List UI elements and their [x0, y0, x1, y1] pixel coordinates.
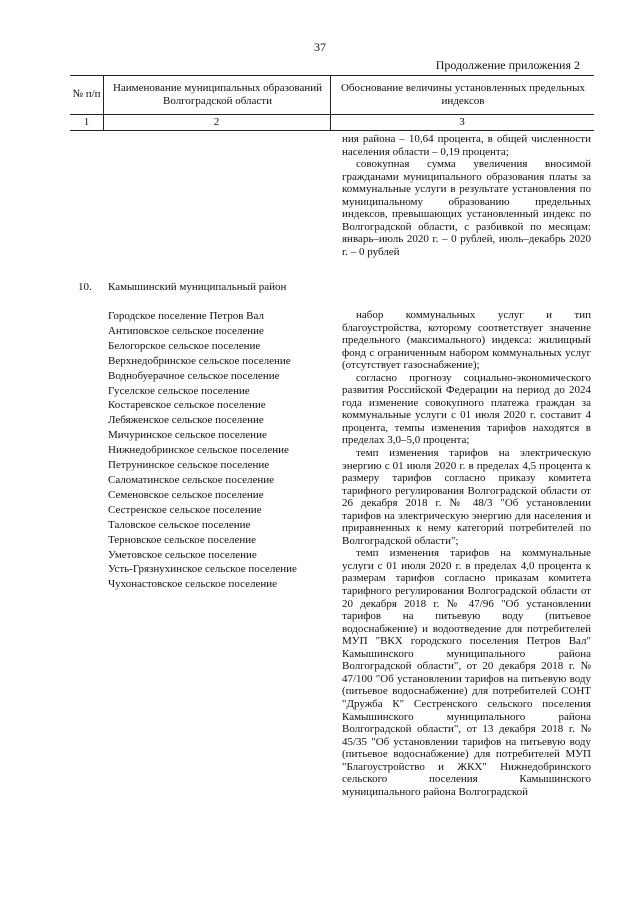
justification-paragraph: набор коммунальных услуг и тип благоустройства, которому соответствует значение предельного (максимального) индекса: жилищный фонд с ограниченным набором коммунальных услуг (отсутствует газоснабжение); — [342, 309, 591, 372]
settlement-item: Петрунинское сельское поселение — [108, 459, 270, 472]
settlement-item: Семеновское сельское поселение — [108, 488, 264, 501]
settlement-item: Нижнедобринское сельское поселение — [108, 444, 289, 457]
carry-over-paragraph: ния района – 10,64 процента, в общей численности населения области – 0,19 процента; — [342, 133, 591, 158]
header-municipality: Наименование муниципальных образований Волгоградской области — [112, 81, 323, 107]
carry-over-paragraph: совокупная сумма увеличения вносимой гражданами муниципального образования платы за коммунальные услуги в результате установления по муниципальному образованию предельных индексов, превышающих установленный индекс по Волгоградской области, с разбивкой по месяцам: январь–июль 2020 г. – 0 рублей, июль–декабрь 2020 г. – 0 рублей — [342, 158, 591, 258]
settlement-item: Воднобуерачное сельское поселение — [108, 369, 280, 382]
settlement-item: Мичуринское сельское поселение — [108, 429, 267, 442]
settlement-item: Чухонастовское сельское поселение — [108, 578, 278, 591]
settlement-item: Лебяженское сельское поселение — [108, 414, 264, 427]
settlement-item: Таловское сельское поселение — [108, 518, 251, 531]
header-number: № п/п — [72, 88, 101, 100]
settlement-item: Антиповское сельское поселение — [108, 324, 264, 337]
justification-paragraph: темп изменения тарифов на коммунальные услуги с 01 июля 2020 г. в пределах 4,0 процента к размерам тарифов согласно приказам комитета тарифного регулирования Волгоградской области от 20 декабря 2018 г. № 47/96 "Об установлении тарифов на питьевую воду (питьевое водоснабжение) и водоотведение для потребителей МУП "ВКХ городского поселения Петров Вал" Камышинского муниципального района Волгоградской области", от 20 декабря 2018 г. № 47/100 "Об установлении тарифов на питьевую воду (питьевое водоснабжение) для потребителей СОНТ "Дружба К" Сестренского сельского поселения Камышинского муниципального района Волгоградской области", от 13 декабря 2018 г. № 45/35 "Об установлении тарифов на питьевую воду (питьевое водоснабжение) для потребителей МУП "Благоустройство и ЖКХ" Нижнедобринского сельского поселения Камышинского муниципального района Волгоградской — [342, 547, 591, 798]
settlement-item: Усть-Грязнухинское сельское поселение — [108, 563, 297, 576]
col-number-2: 2 — [213, 116, 220, 128]
settlement-item: Уметовское сельское поселение — [108, 548, 257, 561]
page-number: 37 — [314, 40, 326, 54]
settlement-item: Терновское сельское поселение — [108, 533, 257, 546]
district-name: Камышинский муниципальный район — [108, 281, 287, 293]
col-number-1: 1 — [83, 116, 90, 128]
justification-text — [342, 309, 591, 798]
settlements-list — [108, 309, 338, 592]
settlement-item: Гуселское сельское поселение — [108, 384, 250, 397]
carry-over-text — [342, 133, 591, 258]
justification-paragraph: согласно прогнозу социально-экономического развития Российской Федерации на период до 2024 года изменение совокупного платежа граждан за коммунальные услуги с 01 июля 2020 г. составит 4 процента, темпы изменения тарифов находятся в пределах 3,0–5,0 процента; — [342, 371, 591, 447]
header-justification: Обоснование величины установленных предельных индексов — [340, 81, 586, 107]
settlement-item: Белогорское сельское поселение — [108, 339, 261, 352]
justification-paragraph: темп изменения тарифов на электрическую энергию с 01 июля 2020 г. в пределах 4,5 процента к размеру тарифов согласно приказу комитета тарифного регулирования Волгоградской области от 26 декабря 2018 г. № 48/3 "Об установлении тарифов на электрическую энергию для населения и приравненных к нему категорий потребителей по Волгоградской области"; — [342, 447, 591, 547]
settlement-item: Саломатинское сельское поселение — [108, 473, 275, 486]
col-number-3: 3 — [459, 116, 465, 128]
settlement-item: Костаревское сельское поселение — [108, 399, 266, 412]
continuation-label: Продолжение приложения 2 — [435, 58, 580, 72]
settlement-item: Сестренское сельское поселение — [108, 503, 262, 516]
table-numbers-rule — [70, 130, 594, 131]
settlement-item: Городское поселение Петров Вал — [108, 310, 264, 322]
row-number: 10. — [78, 281, 92, 293]
settlement-item: Верхнедобринское сельское поселение — [108, 354, 291, 367]
